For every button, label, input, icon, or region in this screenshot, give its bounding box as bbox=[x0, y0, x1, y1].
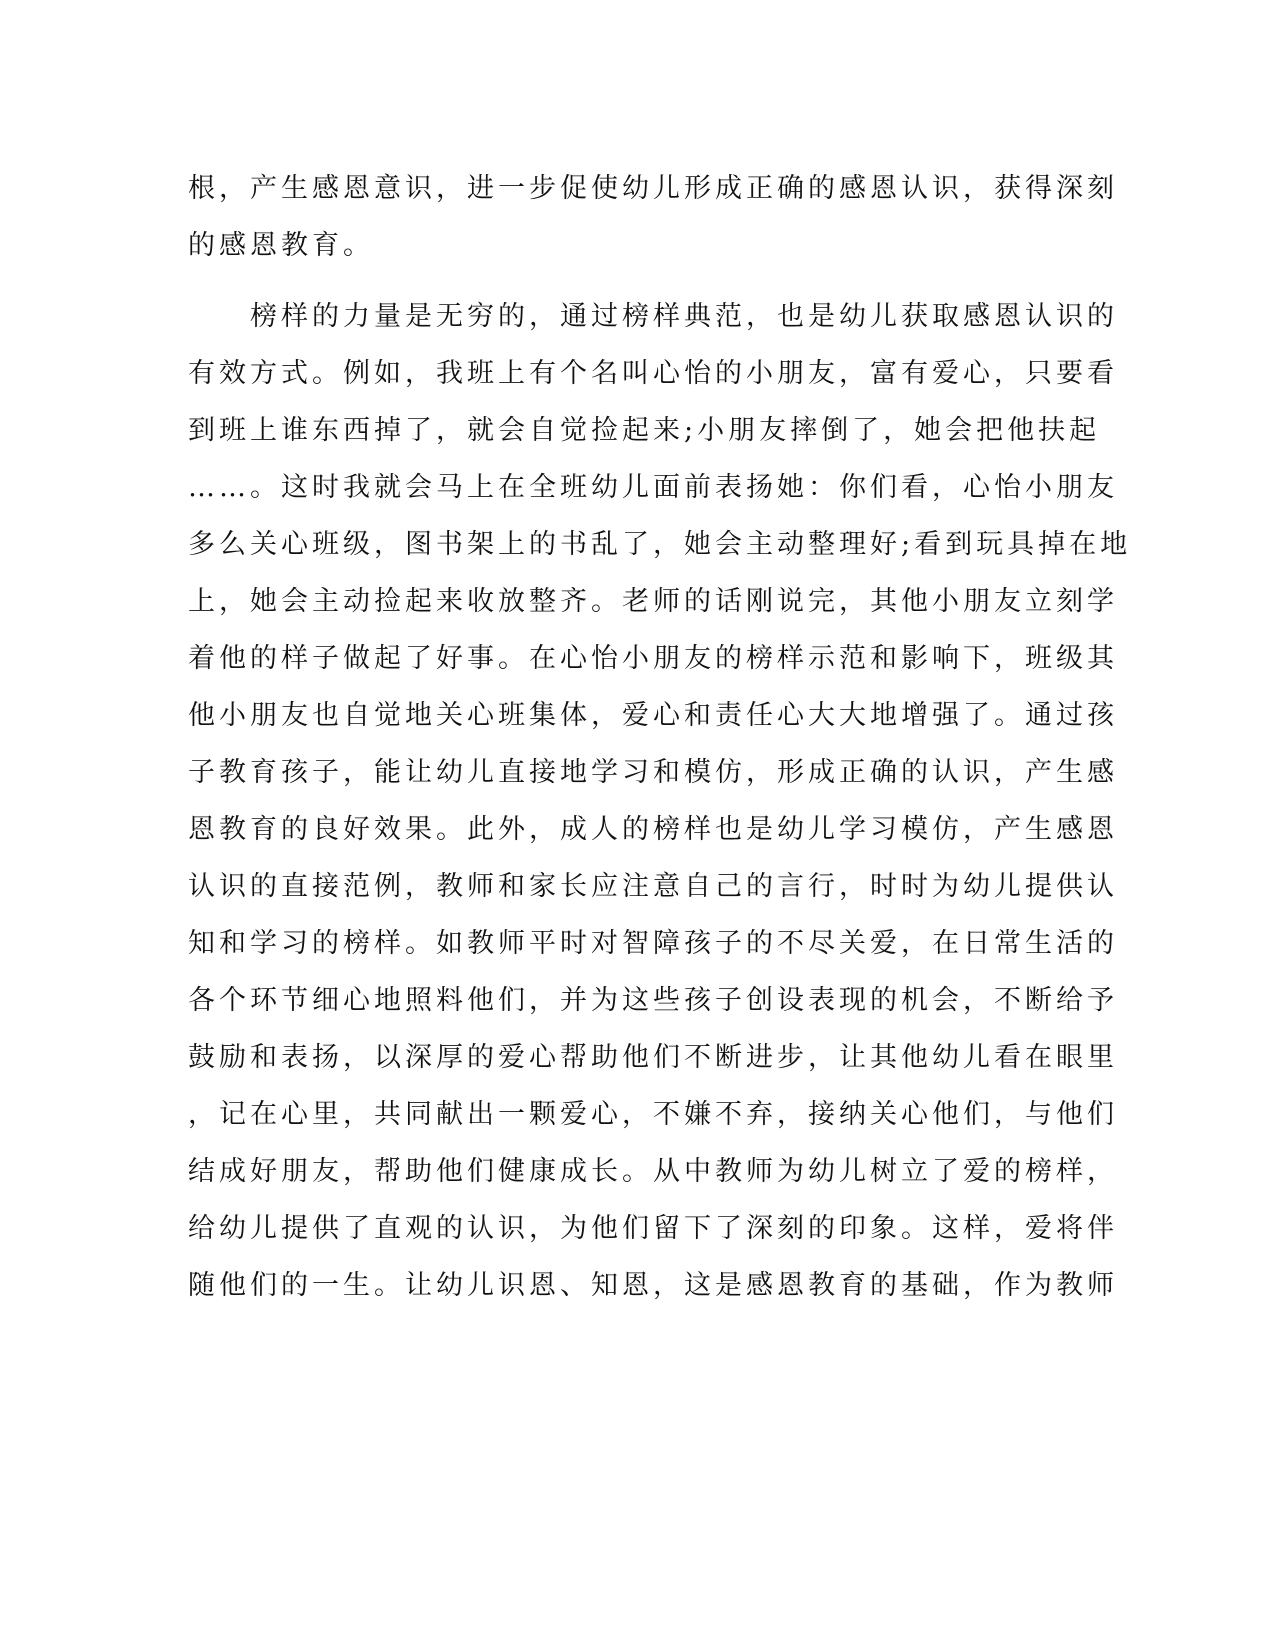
text-line: 他小朋友也自觉地关心班集体，爱心和责任心大大地增强了。通过孩 bbox=[188, 700, 1118, 731]
text-line: 有效方式。例如，我班上有个名叫心怡的小朋友，富有爱心，只要看 bbox=[188, 358, 1118, 389]
text-line: 上，她会主动捡起来收放整齐。老师的话刚说完，其他小朋友立刻学 bbox=[188, 586, 1118, 617]
text-line: 到班上谁东西掉了，就会自觉捡起来;小朋友摔倒了，她会把他扶起 bbox=[188, 415, 1101, 446]
text-line: 给幼儿提供了直观的认识，为他们留下了深刻的印象。这样，爱将伴 bbox=[188, 1213, 1118, 1244]
text-line: 榜样的力量是无穷的，通过榜样典范，也是幼儿获取感恩认识的 bbox=[188, 301, 1118, 332]
text-line: 恩教育的良好效果。此外，成人的榜样也是幼儿学习模仿，产生感恩 bbox=[188, 814, 1118, 845]
text-line: 结成好朋友，帮助他们健康成长。从中教师为幼儿树立了爱的榜样， bbox=[188, 1156, 1118, 1187]
paragraph-gap bbox=[188, 274, 1088, 288]
text-line: ，记在心里，共同献出一颗爱心，不嫌不弃，接纳关心他们，与他们 bbox=[188, 1099, 1118, 1130]
text-line: 着他的样子做起了好事。在心怡小朋友的榜样示范和影响下，班级其 bbox=[188, 643, 1118, 674]
text-line: 随他们的一生。让幼儿识恩、知恩，这是感恩教育的基础，作为教师 bbox=[188, 1270, 1118, 1301]
text-line: 根，产生感恩意识，进一步促使幼儿形成正确的感恩认识，获得深刻 bbox=[188, 173, 1118, 204]
text-line: 各个环节细心地照料他们，并为这些孩子创设表现的机会，不断给予 bbox=[188, 985, 1118, 1016]
text-line: 多么关心班级，图书架上的书乱了，她会主动整理好;看到玩具掉在地 bbox=[188, 529, 1132, 560]
body-text bbox=[188, 160, 1132, 1314]
text-line: 认识的直接范例，教师和家长应注意自己的言行，时时为幼儿提供认 bbox=[188, 871, 1118, 902]
text-line: 鼓励和表扬，以深厚的爱心帮助他们不断进步，让其他幼儿看在眼里 bbox=[188, 1042, 1118, 1073]
text-line: ……。这时我就会马上在全班幼儿面前表扬她：你们看，心怡小朋友 bbox=[188, 472, 1118, 503]
text-line: 子教育孩子，能让幼儿直接地学习和模仿，形成正确的认识，产生感 bbox=[188, 757, 1118, 788]
text-line: 的感恩教育。 bbox=[188, 230, 374, 261]
text-line: 知和学习的榜样。如教师平时对智障孩子的不尽关爱，在日常生活的 bbox=[188, 928, 1118, 959]
